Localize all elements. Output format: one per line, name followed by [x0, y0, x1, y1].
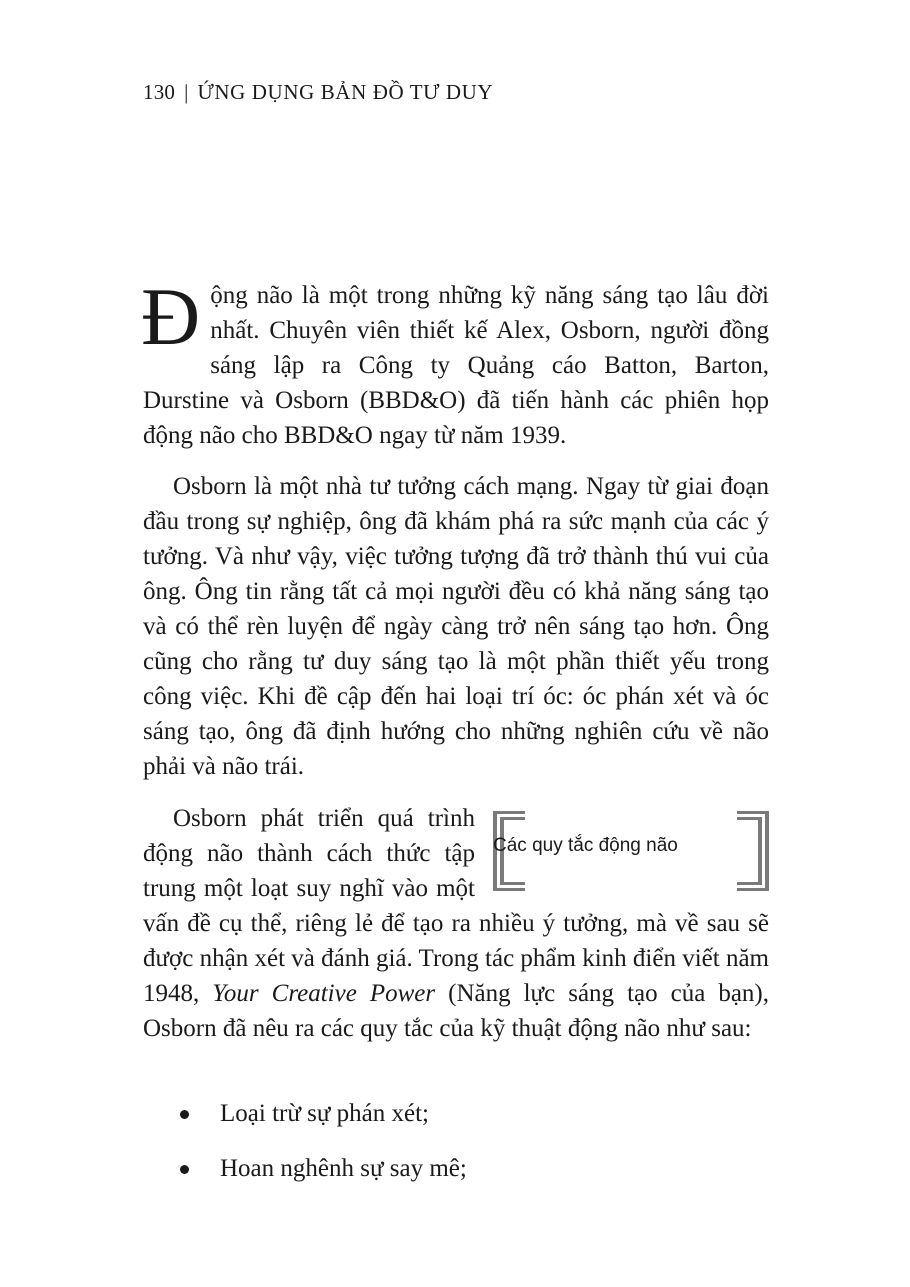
list-item: Hoan nghênh sự say mê;	[143, 1151, 467, 1186]
rules-list	[143, 1096, 467, 1206]
book-title: ỨNG DỤNG BẢN ĐỒ TƯ DUY	[197, 80, 494, 104]
list-item: Loại trừ sự phán xét;	[143, 1096, 467, 1131]
pull-quote	[493, 811, 769, 891]
header-separator: |	[184, 80, 189, 104]
paragraph-process-text-end: (Năng lực sáng tạo của bạn), Osborn đã nêu ra các quy tắc của kỹ thuật động não như sau:	[143, 980, 770, 1042]
drop-cap: Đ	[141, 271, 201, 362]
book-title-italic: Your Creative Power	[212, 980, 436, 1007]
paragraph-osborn-process	[143, 801, 769, 1046]
paragraph-process-text: Osborn phát triển quá trình động não thành cách thức tập trung một loạt suy nghĩ vào một vấn đề cụ thể, riêng lẻ để tạo ra nhiều ý tưởng, mà về sau sẽ được nhận xét và đánh giá. Trong tác phẩm kinh điển viết năm 1948,	[143, 805, 769, 1007]
paragraph-osborn-thinker: Osborn là một nhà tư tưởng cách mạng. Ngay từ giai đoạn đầu trong sự nghiệp, ông đã khám phá ra sức mạnh của các ý tưởng. Và như vậy, việc tưởng tượng đã trở thành thú vui của ông. Ông tin rằng tất cả mọi người đều có khả năng sáng tạo và có thể rèn luyện để ngày càng trở nên sáng tạo hơn. Ông cũng cho rằng tư duy sáng tạo là một phần thiết yếu trong công việc. Khi đề cập đến hai loại trí óc: óc phán xét và óc sáng tạo, ông đã định hướng cho những nghiên cứu về não phải và não trái.	[143, 473, 769, 780]
paragraph-intro	[141, 271, 769, 453]
pull-quote-text: Các quy tắc động não	[493, 835, 678, 856]
paragraph-intro-text: ộng não là một trong những kỹ năng sáng tạo lâu đời nhất. Chuyên viên thiết kế Alex, Osborn, người đồng sáng lập ra Công ty Quảng cáo Batton, Barton, Durstine và Osborn (BBD&O) đã tiến hành các phiên họp động não cho BBD&O ngay từ năm 1939.	[143, 282, 769, 449]
running-head	[143, 80, 493, 105]
page-number: 130	[143, 80, 176, 104]
